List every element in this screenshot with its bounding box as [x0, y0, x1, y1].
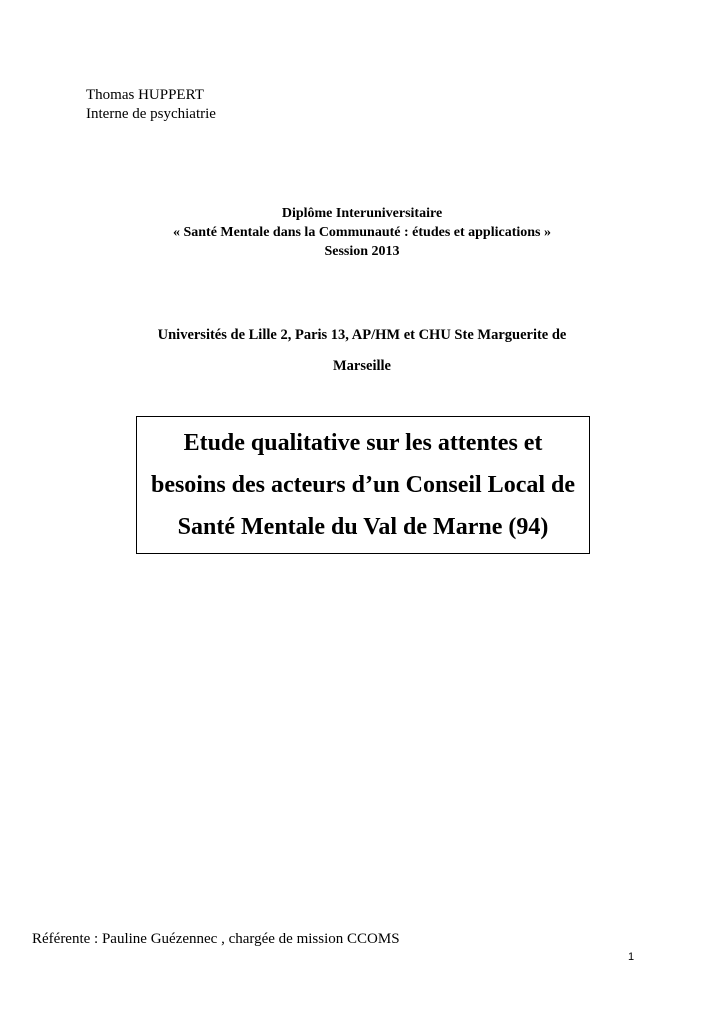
author-role: Interne de psychiatrie — [86, 106, 216, 122]
referent-line: Référente : Pauline Guézennec , chargée de mission CCOMS — [32, 931, 400, 947]
thesis-title-line-3: Santé Mentale du Val de Marne (94) — [177, 514, 549, 540]
thesis-title-line-1: Etude qualitative sur les attentes et — [183, 430, 543, 456]
diploma-block — [0, 204, 724, 261]
universities-line-2: Marseille — [333, 358, 391, 374]
diploma-title: Diplôme Interuniversitaire — [281, 206, 443, 221]
thesis-title-box — [136, 416, 590, 554]
diploma-session: Session 2013 — [324, 244, 400, 259]
thesis-title-line-2: besoins des acteurs d’un Conseil Local de — [150, 472, 576, 498]
author-block — [86, 86, 216, 124]
universities-line-1: Universités de Lille 2, Paris 13, AP/HM et CHU Ste Marguerite de — [157, 327, 567, 343]
author-name: Thomas HUPPERT — [86, 87, 204, 103]
page-number: 1 — [628, 951, 635, 963]
diploma-subtitle: « Santé Mentale dans la Communauté : études et applications » — [172, 225, 551, 240]
universities-block — [0, 320, 724, 382]
